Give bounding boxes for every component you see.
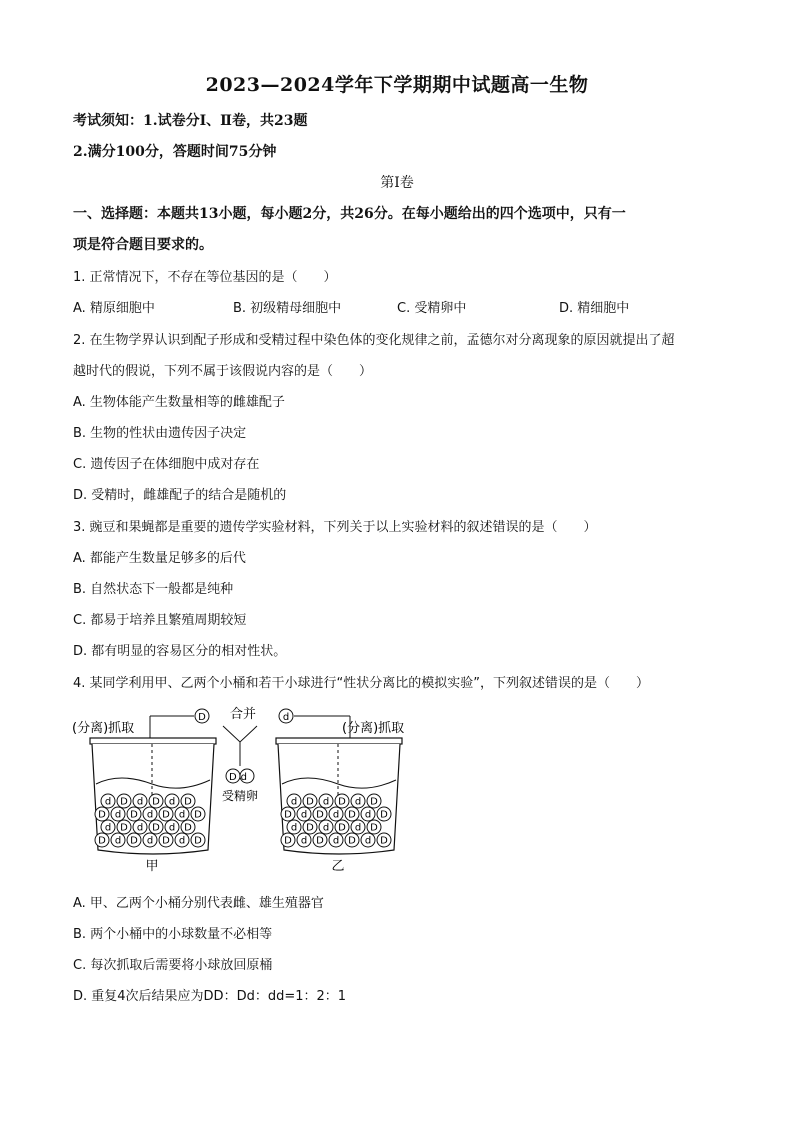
bucket-experiment-figure <box>60 702 440 882</box>
bucket-ball-label: D <box>194 809 202 821</box>
volume-heading: 第Ⅰ卷 <box>380 175 414 191</box>
bucket-ball-label: D <box>380 809 388 821</box>
bucket-ball-label: D <box>184 822 192 834</box>
bucket-ball-label: D <box>338 822 346 834</box>
bucket-ball-label: D <box>316 835 324 847</box>
bucket-ball-label: D <box>348 835 356 847</box>
bucket-ball-label: D <box>284 835 292 847</box>
bucket-ball-label: D <box>284 809 292 821</box>
bucket-ball-label: D <box>306 822 314 834</box>
q1-stem: 1. 正常情况下，不存在等位基因的是（ ） <box>73 270 337 285</box>
q3-option-c[interactable]: C. 都易于培养且繁殖周期较短 <box>73 613 247 628</box>
bucket-right-balls <box>281 794 391 847</box>
q4-option-d[interactable]: D. 重复4次后结果应为DD：Dd：dd=1：2：1 <box>73 989 347 1004</box>
bucket-right-label: 乙 <box>331 859 345 874</box>
q2-stem-2: 越时代的假说，下列不属于该假说内容的是（ ） <box>73 364 373 379</box>
q2-option-d[interactable]: D. 受精时，雌雄配子的结合是随机的 <box>73 488 287 503</box>
bucket-ball-label: D <box>98 835 106 847</box>
notice-line-1: 考试须知：1.试卷分Ⅰ、Ⅱ卷，共23题 <box>73 113 308 129</box>
bucket-ball-label: D <box>194 835 202 847</box>
picked-ball-D-label: D <box>198 712 206 723</box>
zygote-label: 受精卵 <box>221 789 259 803</box>
bucket-ball-label: d <box>332 835 340 847</box>
bucket-ball-label: d <box>322 822 330 834</box>
bucket-ball-label: D <box>130 835 138 847</box>
q2-option-b[interactable]: B. 生物的性状由遗传因子决定 <box>73 426 247 441</box>
picked-ball-d-label: d <box>282 712 290 723</box>
q4-option-a[interactable]: A. 甲、乙两个小桶分别代表雌、雄生殖器官 <box>73 896 324 911</box>
q1-option-c[interactable]: C. 受精卵中 <box>397 301 467 316</box>
bucket-left-label: 甲 <box>145 859 159 874</box>
bucket-ball-label: D <box>370 822 378 834</box>
bucket-ball-label: D <box>162 835 170 847</box>
bucket-ball-label: d <box>136 822 144 834</box>
section-instruction-2: 项是符合题目要求的。 <box>73 237 213 253</box>
bucket-ball-label: d <box>290 796 298 808</box>
bucket-ball-label: D <box>120 822 128 834</box>
bucket-ball-label: D <box>370 796 378 808</box>
q1-option-a[interactable]: A. 精原细胞中 <box>73 301 155 316</box>
q3-option-b[interactable]: B. 自然状态下一般都是纯种 <box>73 582 234 597</box>
right-grab-label: (分离)抓取 <box>342 721 405 736</box>
bucket-ball-label: D <box>152 822 160 834</box>
bucket-ball-label: d <box>104 796 112 808</box>
bucket-ball-label: d <box>114 809 122 821</box>
bucket-left-balls <box>95 794 205 847</box>
q3-option-a[interactable]: A. 都能产生数量足够多的后代 <box>73 551 246 566</box>
bucket-ball-label: D <box>184 796 192 808</box>
q2-option-a[interactable]: A. 生物体能产生数量相等的雌雄配子 <box>73 395 285 410</box>
section-instruction-1: 一、选择题：本题共13小题，每小题2分，共26分。在每小题给出的四个选项中，只有一 <box>73 206 626 222</box>
bucket-ball-label: D <box>98 809 106 821</box>
bucket-ball-label: d <box>322 796 330 808</box>
bucket-ball-label: d <box>290 822 298 834</box>
merge-label: 合并 <box>230 707 257 722</box>
bucket-ball-label: d <box>364 835 372 847</box>
q1-option-b[interactable]: B. 初级精母细胞中 <box>233 301 342 316</box>
notice-line-2: 2.满分100分，答题时间75分钟 <box>73 144 277 160</box>
bucket-ball-label: d <box>332 809 340 821</box>
bucket-ball-label: D <box>306 796 314 808</box>
bucket-ball-label: d <box>146 809 154 821</box>
bucket-ball-label: d <box>146 835 154 847</box>
bucket-ball-label: d <box>354 796 362 808</box>
bucket-ball-label: D <box>152 796 160 808</box>
q2-option-c[interactable]: C. 遗传因子在体细胞中成对存在 <box>73 457 260 472</box>
bucket-ball-label: D <box>338 796 346 808</box>
bucket-ball-label: d <box>114 835 122 847</box>
bucket-ball-label: d <box>354 822 362 834</box>
bucket-ball-label: d <box>178 809 186 821</box>
bucket-ball-label: D <box>120 796 128 808</box>
q4-option-c[interactable]: C. 每次抓取后需要将小球放回原桶 <box>73 958 273 973</box>
bucket-ball-label: D <box>316 809 324 821</box>
q3-option-d[interactable]: D. 都有明显的容易区分的相对性状。 <box>73 644 287 659</box>
bucket-ball-label: d <box>104 822 112 834</box>
bucket-ball-label: d <box>178 835 186 847</box>
bucket-ball-label: d <box>168 822 176 834</box>
q1-option-d[interactable]: D. 精细胞中 <box>559 301 630 316</box>
left-grab-label: (分离)抓取 <box>72 721 135 736</box>
bucket-ball-label: d <box>364 809 372 821</box>
bucket-ball-label: d <box>300 809 308 821</box>
bucket-ball-label: D <box>380 835 388 847</box>
bucket-ball-label: d <box>300 835 308 847</box>
bucket-ball-label: D <box>130 809 138 821</box>
merge-bracket <box>223 726 257 742</box>
bucket-ball-label: d <box>168 796 176 808</box>
q4-option-b[interactable]: B. 两个小桶中的小球数量不必相等 <box>73 927 273 942</box>
q2-stem-1: 2. 在生物学界认识到配子形成和受精过程中染色体的变化规律之前，孟德尔对分离现象的原因就提出了超 <box>73 333 675 348</box>
exam-title: 2023—2024学年下学期期中试题高一生物 <box>205 74 589 96</box>
bucket-ball-label: D <box>348 809 356 821</box>
q4-stem: 4. 某同学利用甲、乙两个小桶和若干小球进行“性状分离比的模拟实验”，下列叙述错误的是（ ） <box>73 676 650 691</box>
bucket-ball-label: D <box>162 809 170 821</box>
q3-stem: 3. 豌豆和果蝇都是重要的遗传学实验材料，下列关于以上实验材料的叙述错误的是（ ） <box>73 520 597 535</box>
zygote-balls-label: Dd <box>228 772 252 783</box>
bucket-ball-label: d <box>136 796 144 808</box>
